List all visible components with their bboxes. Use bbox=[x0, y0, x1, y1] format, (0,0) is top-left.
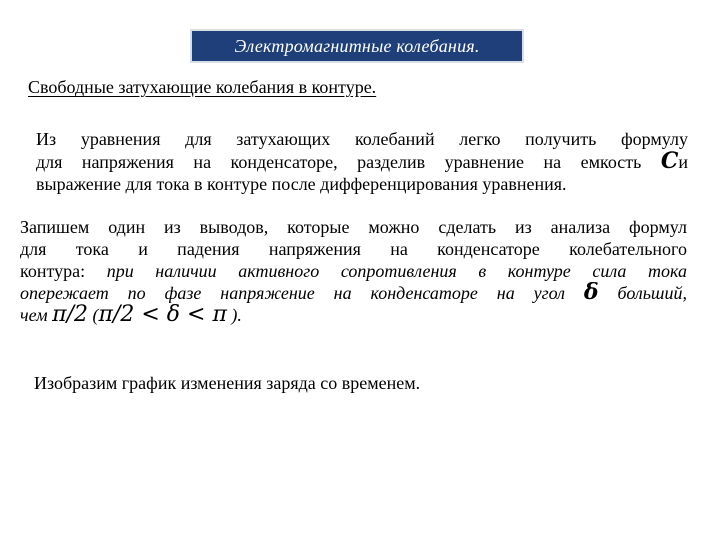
paragraph-1-line-1: Из уравнения для затухающих колебаний легко получить формулу bbox=[36, 129, 688, 149]
paragraph-1-line-2-end: и bbox=[678, 152, 689, 172]
slide-title: Электромагнитные колебания. bbox=[234, 35, 480, 56]
pi-half-formula: π/2 bbox=[52, 302, 88, 327]
delta-symbol: δ bbox=[583, 279, 599, 305]
paragraph-1-line-2 bbox=[36, 150, 688, 173]
paragraph-2-line-4 bbox=[20, 279, 688, 305]
paragraph-2-line-5 bbox=[20, 304, 687, 326]
paragraph-2-line-3-plain: контура: bbox=[20, 261, 86, 281]
paragraph-2-line-4-italic: опережает по фазе напряжение на конденсаторе на угол bbox=[20, 283, 566, 303]
paragraph-2-line-5-start: чем bbox=[20, 305, 48, 325]
paragraph-2-line-1: Запишем один из выводов, которые можно сделать из анализа формул bbox=[20, 217, 687, 237]
range-close: ). bbox=[231, 305, 242, 325]
paragraph-2-line-3-italic: при наличии активного сопротивления в контуре сила тока bbox=[106, 261, 688, 281]
paragraph-2-line-4-end: больший, bbox=[617, 283, 688, 303]
paragraph-2 bbox=[20, 216, 687, 326]
phase-range-formula: π/2 < δ < π bbox=[98, 302, 227, 327]
paragraph-1-line-2-text: для напряжения на конденсаторе, разделив уравнение на емкость bbox=[36, 152, 642, 172]
title-banner bbox=[190, 29, 524, 63]
range-open: ( bbox=[92, 305, 99, 325]
paragraph-1-line-3: выражение для тока в контуре после дифференцирования уравнения. bbox=[36, 174, 567, 194]
paragraph-3: Изобразим график изменения заряда со временем. bbox=[34, 373, 421, 393]
subtitle: Свободные затухающие колебания в контуре. bbox=[28, 77, 377, 97]
paragraph-2-line-2: для тока и падения напряжения на конденсаторе колебательного bbox=[20, 239, 687, 259]
paragraph-1 bbox=[36, 128, 688, 195]
capacitance-symbol: C bbox=[660, 148, 679, 174]
